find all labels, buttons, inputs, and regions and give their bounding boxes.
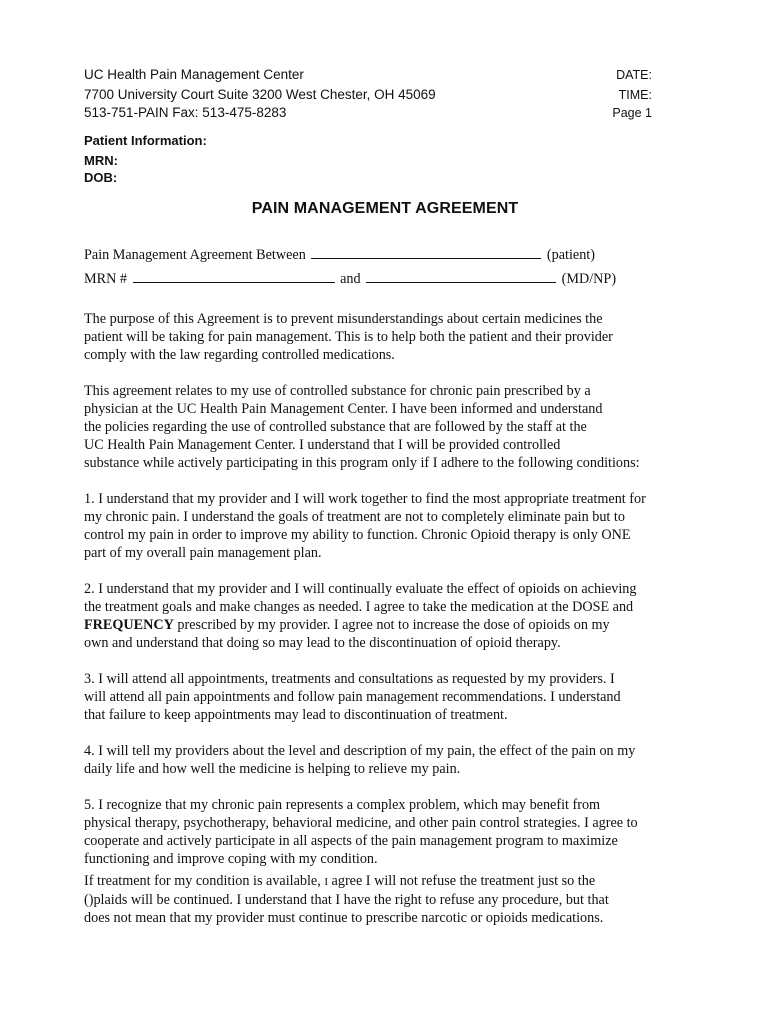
mrn-field[interactable]	[133, 268, 335, 283]
item-line: daily life and how well the medicine is helping to relieve my pain.	[84, 761, 461, 777]
md-suffix: (MD/NP)	[561, 271, 617, 287]
item-line: does not mean that my provider must continue to prescribe narcotic or opioids medications.	[84, 910, 604, 926]
and-word: and	[340, 271, 361, 287]
item-line: 2. I understand that my provider and I will continually evaluate the effect of opioids on achieving	[84, 581, 637, 597]
item-line: physical therapy, psychotherapy, behavioral medicine, and other pain control strategies. I agree to	[84, 815, 638, 831]
item-line: functioning and improve coping with my condition.	[84, 851, 378, 867]
provider-name-field[interactable]	[366, 268, 556, 283]
item-line-rest: prescribed by my provider. I agree not to increase the dose of opioids on my	[173, 617, 610, 633]
relates-line: substance while actively participating in this program only if I adhere to the following conditions:	[84, 455, 640, 471]
purpose-line: patient will be taking for pain management. This is to help both the patient and their provider	[84, 329, 613, 345]
patient-name-field[interactable]	[311, 244, 541, 259]
dob-label: DOB:	[84, 170, 118, 185]
relates-line: UC Health Pain Management Center. I understand that I will be provided controlled	[84, 437, 561, 453]
purpose-line: comply with the law regarding controlled medications.	[84, 347, 395, 363]
mrn-prefix: MRN #	[84, 271, 127, 287]
patient-info	[84, 132, 207, 187]
relates-line: This agreement relates to my use of controlled substance for chronic pain prescribed by a	[84, 383, 591, 399]
refuse-line-b: agree I will not refuse the treatment just so the	[328, 873, 596, 889]
mrn-label: MRN:	[84, 152, 118, 168]
item-line: 1. I understand that my provider and I will work together to find the most appropriate treatment for	[84, 491, 646, 507]
refuse-line-a: If treatment for my condition is available,	[84, 873, 325, 889]
item-line	[84, 616, 684, 634]
agreement-between-label: Pain Management Agreement Between	[84, 247, 306, 263]
clinic-address: 7700 University Court Suite 3200 West Chester, OH 45069	[84, 87, 436, 102]
frequency-emphasis: FREQUENCY	[84, 617, 174, 633]
date-label: DATE:	[616, 68, 652, 82]
condition-item-3	[84, 670, 684, 724]
item-line: my chronic pain. I understand the goals of treatment are not to completely eliminate pain but to	[84, 509, 625, 525]
purpose-paragraph	[84, 310, 684, 364]
refuse-pronoun: I	[324, 876, 328, 888]
condition-item-4	[84, 742, 684, 778]
mrn-provider-line	[84, 268, 684, 288]
relates-line: physician at the UC Health Pain Management Center. I have been informed and understand	[84, 401, 603, 417]
condition-item-5	[84, 796, 684, 868]
item-line: will attend all pain appointments and follow pain management recommendations. I understand	[84, 689, 621, 705]
condition-item-1	[84, 490, 684, 562]
document-title: PAIN MANAGEMENT AGREEMENT	[251, 200, 519, 217]
page-number: Page 1	[612, 106, 652, 120]
time-label: TIME:	[618, 88, 652, 102]
item-line: 3. I will attend all appointments, treatments and consultations as requested by my providers. I	[84, 671, 615, 687]
agreement-between-line	[84, 244, 684, 264]
agreement-body	[84, 244, 684, 927]
relates-line: the policies regarding the use of controlled substance that are followed by the staff at the	[84, 419, 587, 435]
clinic-phone-fax: 513-751-PAIN Fax: 513-475-8283	[84, 105, 287, 120]
patient-suffix: (patient)	[546, 247, 595, 263]
item-line: that failure to keep appointments may lead to discontinuation of treatment.	[84, 707, 508, 723]
item-line	[84, 872, 684, 891]
relates-paragraph	[84, 382, 684, 472]
item-line: own and understand that doing so may lead to the discontinuation of opioid therapy.	[84, 635, 561, 651]
date-time-block	[612, 66, 652, 122]
clinic-name: UC Health Pain Management Center	[84, 67, 304, 82]
item-line: control my pain in order to improve my ability to function. Chronic Opioid therapy is only ONE	[84, 527, 631, 543]
item-line: part of my overall pain management plan.	[84, 545, 322, 561]
item-line: the treatment goals and make changes as needed. I agree to take the medication at the DOSE and	[84, 599, 634, 615]
item-line: 4. I will tell my providers about the level and description of my pain, the effect of the pain on my	[84, 743, 636, 759]
patient-info-title: Patient Information:	[84, 133, 207, 148]
refuse-treatment-paragraph	[84, 872, 684, 927]
item-line: 5. I recognize that my chronic pain represents a complex problem, which may benefit from	[84, 797, 601, 813]
item-line: ()plaids will be continued. I understand that I have the right to refuse any procedure, but that	[84, 892, 609, 908]
condition-item-2	[84, 580, 684, 652]
clinic-header	[84, 66, 436, 122]
purpose-line: The purpose of this Agreement is to prevent misunderstandings about certain medicines the	[84, 311, 603, 327]
item-line: cooperate and actively participate in all aspects of the pain management program to maximize	[84, 833, 618, 849]
